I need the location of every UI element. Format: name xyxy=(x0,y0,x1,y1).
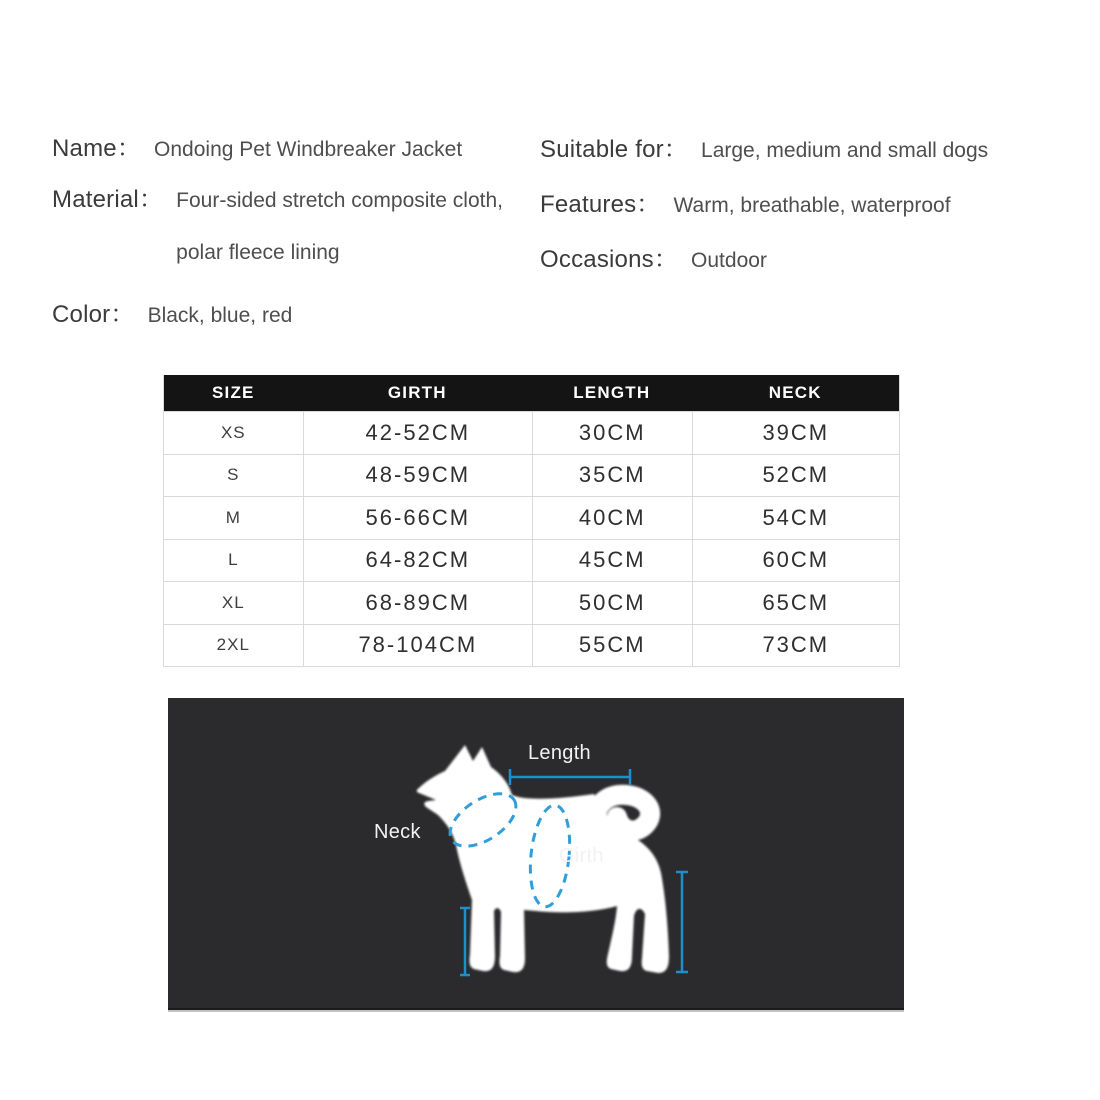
table-row xyxy=(164,624,899,667)
cell-neck: 65CM xyxy=(692,582,899,624)
spec-features-value: Warm, breathable, waterproof xyxy=(673,194,951,217)
cell-length: 40CM xyxy=(532,497,692,539)
spec-name xyxy=(52,128,462,163)
spec-occasions-label: Occasions： xyxy=(540,246,679,273)
spec-features xyxy=(540,184,951,219)
header-girth: GIRTH xyxy=(387,383,447,402)
spec-suitable-label: Suitable for： xyxy=(540,136,689,163)
spec-suitable-value: Large, medium and small dogs xyxy=(701,139,989,162)
spec-name-label: Name： xyxy=(52,135,142,162)
cell-length: 55CM xyxy=(532,625,692,667)
spec-occasions-value: Outdoor xyxy=(691,249,767,272)
cell-girth: 42-52CM xyxy=(303,412,532,454)
cell-size: XL xyxy=(221,592,245,612)
dog-tail xyxy=(596,795,650,831)
length-label: Length xyxy=(528,742,591,764)
cell-neck: 39CM xyxy=(692,412,899,454)
cell-size: L xyxy=(228,550,239,570)
spec-suitable-for xyxy=(540,129,988,164)
table-row xyxy=(164,496,899,539)
neck-label: Neck xyxy=(374,821,421,843)
cell-girth: 78-104CM xyxy=(303,625,532,667)
cell-length: 50CM xyxy=(532,582,692,624)
cell-size: S xyxy=(227,465,240,485)
spec-material-value: Four-sided stretch composite cloth, polar fleece lining xyxy=(176,189,503,264)
length-measure-line xyxy=(510,769,630,785)
girth-label: Girth xyxy=(559,845,604,867)
cell-neck: 60CM xyxy=(692,540,899,582)
cell-size: XS xyxy=(220,422,246,442)
table-row xyxy=(164,454,899,497)
header-neck: NECK xyxy=(768,383,822,402)
cell-length: 45CM xyxy=(532,540,692,582)
cell-size: 2XL xyxy=(216,635,250,655)
cell-length: 35CM xyxy=(532,455,692,497)
size-table-header xyxy=(164,375,899,411)
spec-name-value: Ondoing Pet Windbreaker Jacket xyxy=(154,138,463,161)
measurement-diagram-panel xyxy=(168,698,904,1010)
spec-material xyxy=(52,175,508,279)
spec-color-value: Black, blue, red xyxy=(147,304,293,327)
spec-color-label: Color： xyxy=(52,301,135,328)
spec-color xyxy=(52,294,292,329)
cell-girth: 68-89CM xyxy=(303,582,532,624)
cell-neck: 52CM xyxy=(692,455,899,497)
spec-material-label: Material： xyxy=(52,186,164,213)
cell-girth: 56-66CM xyxy=(303,497,532,539)
cell-neck: 54CM xyxy=(692,497,899,539)
cell-girth: 48-59CM xyxy=(303,455,532,497)
cell-girth: 64-82CM xyxy=(303,540,532,582)
cell-neck: 73CM xyxy=(692,625,899,667)
hind-leg-measure-line xyxy=(676,872,688,972)
table-row xyxy=(164,581,899,624)
cell-length: 30CM xyxy=(532,412,692,454)
spec-occasions xyxy=(540,239,767,274)
header-size: SIZE xyxy=(212,383,255,402)
front-leg-measure-line xyxy=(460,908,470,975)
table-row xyxy=(164,411,899,454)
spec-features-label: Features： xyxy=(540,191,661,218)
header-length: LENGTH xyxy=(573,383,651,402)
cell-size: M xyxy=(225,507,241,527)
table-row xyxy=(164,539,899,582)
size-table xyxy=(163,375,900,667)
